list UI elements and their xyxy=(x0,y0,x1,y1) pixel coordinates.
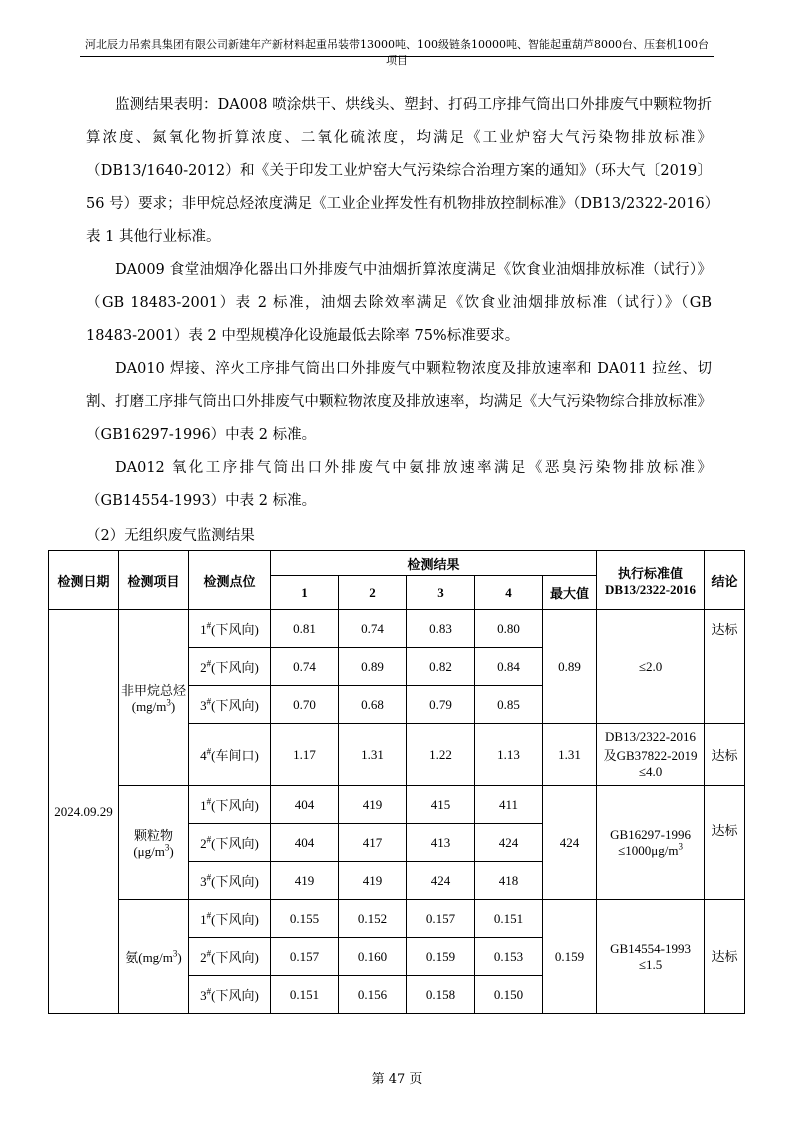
value-cell: 1.13 xyxy=(475,724,543,786)
table-row xyxy=(49,900,745,938)
point-sup: # xyxy=(206,620,212,631)
value-cell: 0.79 xyxy=(407,686,475,724)
value-cell: 0.151 xyxy=(475,900,543,938)
body-text xyxy=(86,89,712,518)
point-num: 1 xyxy=(200,622,207,637)
item-unit: (μg/m xyxy=(133,844,165,859)
standard-line2: 及GB37822-2019 xyxy=(603,748,698,763)
point-sup: # xyxy=(206,872,212,883)
value-cell: 0.159 xyxy=(407,938,475,976)
value-cell: 1.17 xyxy=(271,724,339,786)
standard-cell xyxy=(597,724,705,786)
header-col-2: 2 xyxy=(339,576,407,610)
unit-sup: 3 xyxy=(164,842,170,853)
point-label: (下风向) xyxy=(211,698,259,713)
value-cell: 0.81 xyxy=(271,610,339,648)
point-label: (下风向) xyxy=(211,950,259,965)
point-sup: # xyxy=(206,796,212,807)
point-cell xyxy=(189,824,271,862)
item-unit: (mg/m xyxy=(131,699,167,714)
max-cell: 424 xyxy=(543,786,597,900)
point-sup: # xyxy=(206,948,212,959)
standard-line1: GB14554-1993 xyxy=(610,940,691,956)
unit-sup: 3 xyxy=(166,697,171,708)
standard-line3: ≤4.0 xyxy=(638,764,663,779)
unit-close: ) xyxy=(170,699,176,714)
table-row xyxy=(49,610,745,648)
point-label: (车间口) xyxy=(211,748,259,763)
value-cell: 417 xyxy=(339,824,407,862)
point-label: (下风向) xyxy=(211,988,259,1003)
point-num: 3 xyxy=(200,988,207,1003)
standard-cell: ≤2.0 xyxy=(597,610,705,724)
value-cell: 415 xyxy=(407,786,475,824)
point-cell xyxy=(189,938,271,976)
item-name: 颗粒物 xyxy=(133,828,173,843)
date-cell: 2024.09.29 xyxy=(49,610,119,1014)
point-cell xyxy=(189,724,271,786)
paragraph: 监测结果表明：DA008 喷涂烘干、烘线头、塑封、打码工序排气筒出口外排废气中颗粒物折算浓度、氮氧化物折算浓度、二氧化硫浓度，均满足《工业炉窑大气污染物排放标准》（DB13/1640-2012）和《关于印发工业炉窑大气污染综合治理方案的通知》（环大气〔2019〕56 号）要求；非甲烷总烃浓度满足《工业企业挥发性有机物排放控制标准》（DB13/2322-2016）表 1 其他行业标准。 xyxy=(86,97,712,245)
header-standard-line2: DB13/2322-2016 xyxy=(605,581,697,597)
value-cell: 0.74 xyxy=(339,610,407,648)
conclusion-cell: 达标 xyxy=(705,900,745,1014)
point-num: 4 xyxy=(200,748,207,763)
value-cell: 0.153 xyxy=(475,938,543,976)
page-header: 河北辰力吊索具集团有限公司新建年产新材料起重吊装带13000吨、100级链条10000吨、智能起重葫芦8000台、压套机100台项目 xyxy=(85,38,709,67)
header-col-1: 1 xyxy=(271,576,339,610)
value-cell: 411 xyxy=(475,786,543,824)
item-name: 氨(mg/m xyxy=(125,950,173,965)
value-cell: 0.155 xyxy=(271,900,339,938)
value-cell: 419 xyxy=(339,786,407,824)
point-num: 1 xyxy=(200,912,207,927)
value-cell: 404 xyxy=(271,786,339,824)
header-date: 检测日期 xyxy=(49,551,119,610)
value-cell: 0.80 xyxy=(475,610,543,648)
value-cell: 1.22 xyxy=(407,724,475,786)
value-cell: 0.157 xyxy=(407,900,475,938)
standard-sup: 3 xyxy=(678,841,683,852)
value-cell: 0.157 xyxy=(271,938,339,976)
point-cell xyxy=(189,900,271,938)
value-cell: 0.150 xyxy=(475,976,543,1014)
value-cell: 0.68 xyxy=(339,686,407,724)
standard-line1: DB13/2322-2016 xyxy=(605,729,697,744)
point-label: (下风向) xyxy=(211,798,259,813)
standard-line1: GB16297-1996 xyxy=(610,826,691,842)
value-cell: 0.151 xyxy=(271,976,339,1014)
value-cell: 419 xyxy=(271,862,339,900)
standard-line2: ≤1.5 xyxy=(638,956,663,972)
conclusion-cell: 达标 xyxy=(705,724,745,786)
point-sup: # xyxy=(206,986,212,997)
conclusion-cell: 达标 xyxy=(705,786,745,900)
value-cell: 1.31 xyxy=(339,724,407,786)
point-cell xyxy=(189,976,271,1014)
item-cell xyxy=(119,610,189,786)
point-num: 2 xyxy=(200,836,207,851)
paragraph: DA009 食堂油烟净化器出口外排废气中油烟折算浓度满足《饮食业油烟排放标准（试行）》（GB 18483-2001）表 2 标准，油烟去除效率满足《饮食业油烟排放标准（试行）》（GB 18483-2001）表 2 中型规模净化设施最低去除率 75%标准要求。 xyxy=(86,262,712,344)
item-cell xyxy=(119,786,189,900)
header-item: 检测项目 xyxy=(119,551,189,610)
point-num: 3 xyxy=(200,874,207,889)
value-cell: 418 xyxy=(475,862,543,900)
paragraph: DA010 焊接、淬火工序排气筒出口外排废气中颗粒物浓度及排放速率和 DA011 拉丝、切割、打磨工序排气筒出口外排废气中颗粒物浓度及排放速率，均满足《大气污染物综合排放标准》（GB16297-1996）中表 2 标准。 xyxy=(86,361,712,443)
point-cell xyxy=(189,786,271,824)
value-cell: 0.85 xyxy=(475,686,543,724)
value-cell: 0.82 xyxy=(407,648,475,686)
value-cell: 0.74 xyxy=(271,648,339,686)
point-label: (下风向) xyxy=(211,912,259,927)
value-cell: 404 xyxy=(271,824,339,862)
point-sup: # xyxy=(206,910,212,921)
max-cell: 1.31 xyxy=(543,724,597,786)
unit-close: ) xyxy=(169,844,174,859)
point-label: (下风向) xyxy=(211,836,259,851)
page-number: 第 47 页 xyxy=(371,1072,423,1087)
header-point: 检测点位 xyxy=(189,551,271,610)
paragraph: DA012 氧化工序排气筒出口外排废气中氨排放速率满足《恶臭污染物排放标准》（GB14554-1993）中表 2 标准。 xyxy=(86,460,712,509)
point-cell xyxy=(189,610,271,648)
point-label: (下风向) xyxy=(211,622,259,637)
standard-cell xyxy=(597,786,705,900)
item-cell xyxy=(119,900,189,1014)
value-cell: 0.160 xyxy=(339,938,407,976)
point-num: 3 xyxy=(200,698,207,713)
value-cell: 424 xyxy=(407,862,475,900)
standard-line2: ≤1000μg/m xyxy=(618,842,679,858)
max-cell: 0.159 xyxy=(543,900,597,1014)
value-cell: 0.158 xyxy=(407,976,475,1014)
value-cell: 419 xyxy=(339,862,407,900)
header-standard-line1: 执行标准值 xyxy=(618,565,684,581)
conclusion-cell: 达标 xyxy=(705,610,745,724)
monitoring-table xyxy=(48,550,745,1014)
point-num: 1 xyxy=(200,798,207,813)
unit-close: ) xyxy=(177,950,182,965)
point-sup: # xyxy=(206,696,212,707)
header-results: 检测结果 xyxy=(271,551,597,576)
header-conclusion: 结论 xyxy=(705,551,745,610)
table-row xyxy=(49,786,745,824)
value-cell: 0.156 xyxy=(339,976,407,1014)
value-cell: 424 xyxy=(475,824,543,862)
value-cell: 0.152 xyxy=(339,900,407,938)
value-cell: 0.83 xyxy=(407,610,475,648)
point-sup: # xyxy=(206,834,212,845)
value-cell: 413 xyxy=(407,824,475,862)
header-standard xyxy=(597,551,705,610)
max-cell: 0.89 xyxy=(543,610,597,724)
value-cell: 0.70 xyxy=(271,686,339,724)
point-cell xyxy=(189,648,271,686)
item-name: 非甲烷总烃 xyxy=(120,683,186,698)
header-rule xyxy=(80,56,714,57)
value-cell: 0.84 xyxy=(475,648,543,686)
point-num: 2 xyxy=(200,660,207,675)
header-col-3: 3 xyxy=(407,576,475,610)
standard-cell xyxy=(597,900,705,1014)
point-sup: # xyxy=(206,658,212,669)
unit-sup: 3 xyxy=(172,948,178,959)
point-cell xyxy=(189,862,271,900)
point-num: 2 xyxy=(200,950,207,965)
section-title: （2）无组织废气监测结果 xyxy=(86,528,255,544)
point-label: (下风向) xyxy=(211,874,259,889)
point-sup: # xyxy=(206,746,212,757)
value-cell: 0.89 xyxy=(339,648,407,686)
header-col-4: 4 xyxy=(475,576,543,610)
point-cell xyxy=(189,686,271,724)
header-max: 最大值 xyxy=(543,576,597,610)
point-label: (下风向) xyxy=(211,660,259,675)
